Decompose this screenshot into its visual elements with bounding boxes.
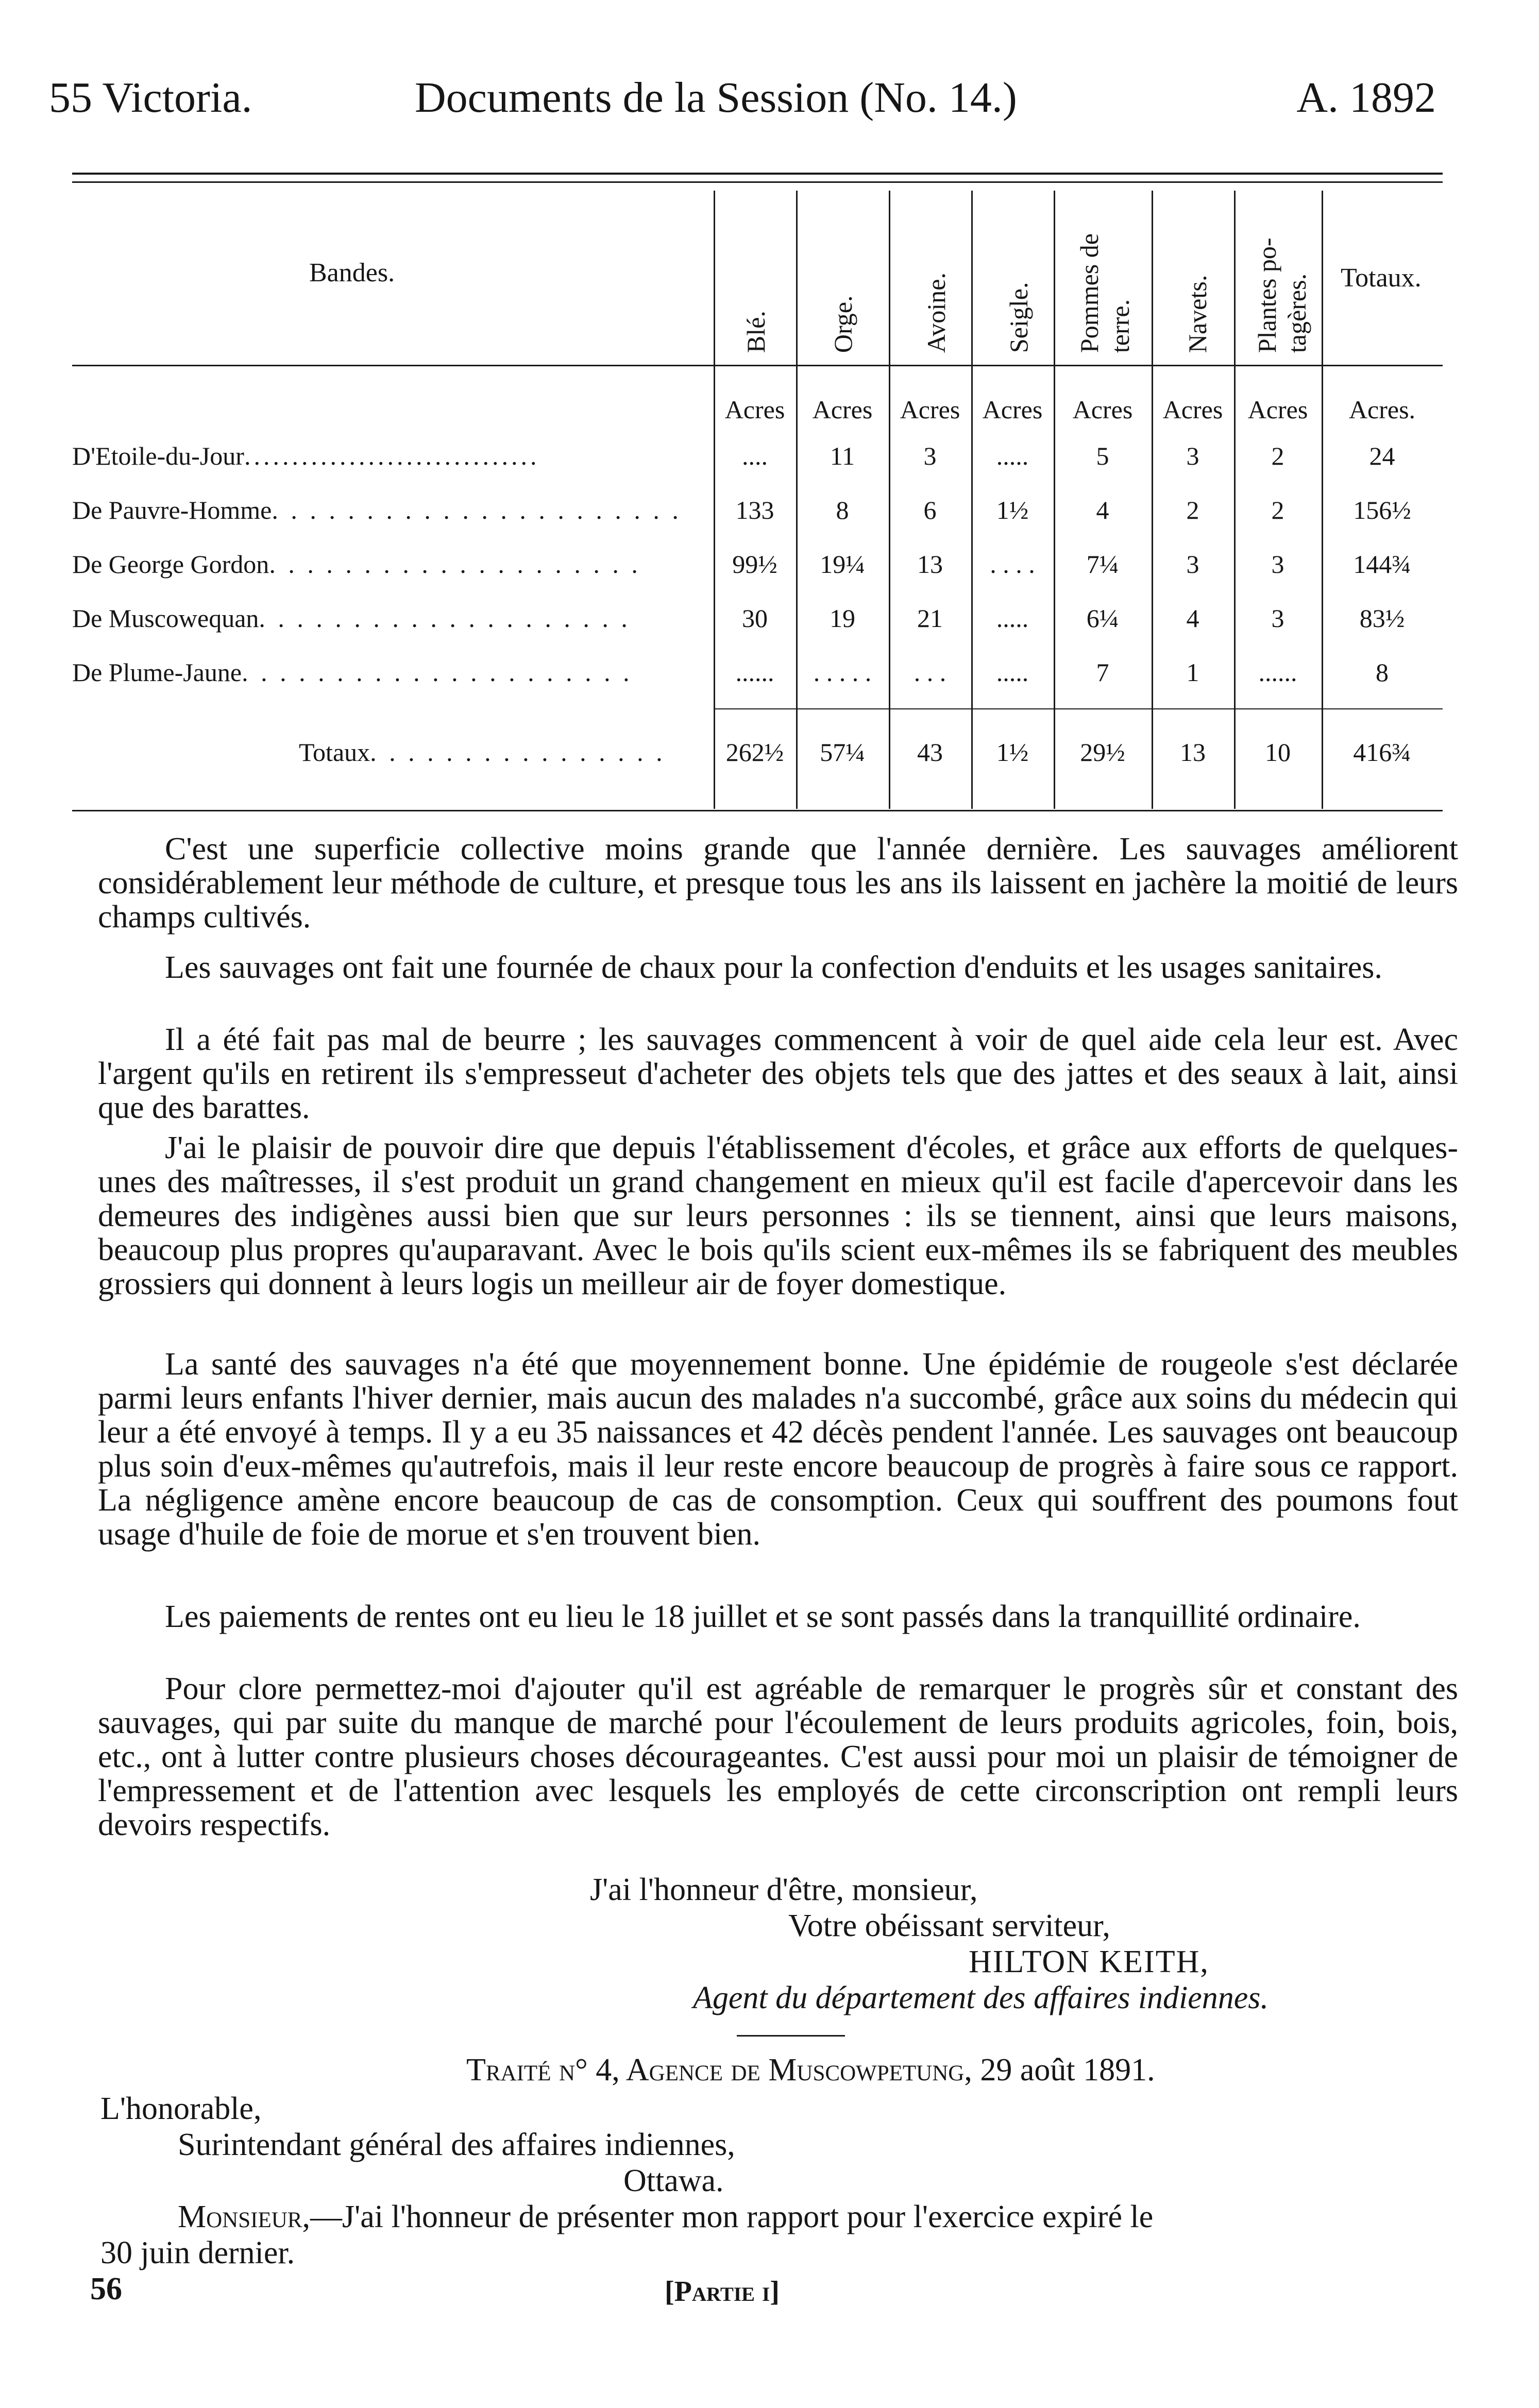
table-cell: 2	[1186, 496, 1199, 524]
table-cell: 2	[1271, 496, 1284, 524]
table-cell: 3	[1186, 442, 1199, 470]
table-cell: .....	[996, 442, 1029, 470]
salutation: L'honorable,	[100, 2091, 262, 2126]
letter-opening: Monsieur,—J'ai l'honneur de présenter mon rapport pour l'exercice expiré le	[178, 2199, 1154, 2234]
signature-title: Agent du département des affaires indiennes.	[693, 1980, 1269, 2015]
page-number: 56	[90, 2271, 122, 2307]
paragraph: Il a été fait pas mal de beurre ; les sauvages commencent à voir de quel aide cela leur est. Avec l'argent qu'ils en retirent ils s'empresseut d'acheter des objets tels que des jattes et des seaux à lait, ainsi que des barattes.	[98, 1022, 1458, 1125]
paragraph: C'est une superficie collective moins grande que l'année dernière. Les sauvages améliorent considérablement leur méthode de culture, et presque tous les ans ils laissent en jachère la moitié de leurs champs cultivés.	[98, 832, 1458, 935]
table-cell: 5	[1096, 442, 1109, 470]
table-cell: 7¼	[1086, 550, 1119, 579]
table-cell: 99½	[732, 550, 777, 579]
row-label: D'Etoile-du-Jour...............................	[72, 442, 540, 470]
table-cell: 144¾	[1353, 550, 1411, 579]
table-cell: 30	[742, 604, 768, 633]
header-year: A. 1892	[1296, 74, 1436, 122]
unit-cell: Acres	[812, 395, 873, 424]
totals-cell: 57¼	[820, 738, 865, 767]
table-cell: 19¼	[820, 550, 865, 579]
table-totals-rule	[714, 708, 1443, 709]
table-cell: 13	[917, 550, 943, 579]
table-cell: . . .	[914, 658, 946, 687]
section-separator	[737, 2035, 845, 2037]
running-header	[0, 67, 1539, 129]
header-volume: 55 Victoria.	[49, 74, 252, 122]
closing-line: J'ai l'honneur d'être, monsieur,	[590, 1872, 978, 1907]
table-cell: . . . .	[990, 550, 1035, 579]
table-cell: 6	[923, 496, 937, 524]
totals-label: Totaux. . . . . . . . . . . . . . . .	[299, 738, 666, 767]
unit-cell: Acres	[900, 395, 960, 424]
col-head-ble: Blé.	[741, 311, 770, 353]
header-title: Documents de la Session (No. 14.)	[415, 74, 1017, 122]
unit-cell: Acres.	[1348, 395, 1416, 424]
crop-table	[72, 175, 1443, 814]
paragraph: La santé des sauvages n'a été que moyennement bonne. Une épidémie de rougeole s'est déclarée parmi leurs enfants l'hiver dernier, mais aucun des malades n'a succombé, grâce aux soins du médecin qui leur a été envoyé à temps. Il y a eu 35 naissances et 42 décès pendent l'année. Les sauvages ont beaucoup plus soin d'eux-mêmes qu'autrefois, mais il leur reste encore beaucoup de progrès à faire sous ce rapport. La négligence amène encore beaucoup de cas de consomption. Ceux qui souffrent des poumons fout usage d'huile de foie de morue et s'en trouvent bien.	[98, 1347, 1458, 1552]
row-label: De Muscowequan. . . . . . . . . . . . . . . . . . . .	[72, 604, 631, 633]
paragraph: Les sauvages ont fait une fournée de chaux pour la confection d'enduits et les usages sanitaires.	[165, 950, 1382, 985]
col-head-totaux: Totaux.	[1341, 263, 1422, 293]
table-cell: 4	[1186, 604, 1199, 633]
table-cell: 156½	[1353, 496, 1411, 524]
table-cell: 3	[1186, 550, 1199, 579]
col-head-plantes-line1: Plantes po-	[1253, 238, 1281, 353]
table-cell: 2	[1271, 442, 1284, 470]
table-cell: 1½	[996, 496, 1029, 524]
table-cell: ......	[735, 658, 774, 687]
letter-opening-cont: 30 juin dernier.	[100, 2235, 295, 2270]
totals-cell: 10	[1265, 738, 1291, 767]
table-cell: 11	[830, 442, 855, 470]
totals-cell: 1½	[996, 738, 1029, 767]
table-cell: 133	[735, 496, 774, 524]
row-label: De George Gordon. . . . . . . . . . . . . . . . . . . .	[72, 550, 641, 579]
table-cell: 7	[1096, 658, 1109, 687]
table-cell: .....	[996, 604, 1029, 633]
table-cell: 3	[1271, 604, 1284, 633]
col-head-seigle: Seigle.	[1004, 282, 1033, 353]
paragraph: Pour clore permettez-moi d'ajouter qu'il est agréable de remarquer le progrès sûr et constant des sauvages, qui par suite du manque de marché pour l'écoulement de leurs produits agricoles, foin, bois, etc., ont à lutter contre plusieurs choses décourageantes. C'est aussi pour moi un plaisir de témoigner de l'empressement et de l'attention avec lesquels les employés de cette circonscription ont rempli leurs devoirs respectifs.	[98, 1671, 1458, 1842]
table-cell: 8	[1376, 658, 1389, 687]
table-cell: 6¼	[1086, 604, 1119, 633]
paragraph: Les paiements de rentes ont eu lieu le 18 juillet et se sont passés dans la tranquillité ordinaire.	[165, 1599, 1361, 1634]
unit-cell: Acres	[982, 395, 1043, 424]
totals-cell: 13	[1180, 738, 1206, 767]
table-cell: 8	[836, 496, 849, 524]
totals-cell: 43	[917, 738, 943, 767]
table-cell: .....	[996, 658, 1029, 687]
table-cell: 4	[1096, 496, 1109, 524]
table-cell: . . . . .	[813, 658, 872, 687]
table-bottom-rule	[72, 810, 1443, 811]
col-head-orge: Orge.	[828, 295, 857, 353]
part-label: [Partie i]	[665, 2276, 780, 2308]
addressee: Surintendant général des affaires indiennes,	[178, 2127, 735, 2162]
table-cell: 83½	[1359, 604, 1405, 633]
unit-cell: Acres	[1162, 395, 1223, 424]
paragraph: J'ai le plaisir de pouvoir dire que depuis l'établissement d'écoles, et grâce aux efforts de quelques-unes des maîtresses, il s'est produit un grand changement en mieux qu'il est facile d'apercevoir dans les demeures des indigènes aussi bien que sur leurs personnes : ils se tiennent, ainsi que leurs maisons, beaucoup plus propres qu'auparavant. Avec le bois qu'ils scient eux-mêmes ils se fabriquent des meubles grossiers qui donnent à leurs logis un meilleur air de foyer domestique.	[98, 1130, 1458, 1301]
col-head-plantes-line2: tagères.	[1282, 273, 1311, 353]
table-row-header: Bandes.	[309, 258, 395, 287]
table-cell: 3	[923, 442, 937, 470]
col-head-navets: Navets.	[1183, 275, 1212, 353]
table-header-rule	[72, 365, 1443, 366]
col-head-pommes-line1: Pommes de	[1075, 233, 1104, 353]
unit-cell: Acres	[1072, 395, 1133, 424]
totals-cell: 29½	[1080, 738, 1125, 767]
totals-cell: 262½	[725, 738, 784, 767]
table-cell: 21	[917, 604, 943, 633]
addressee-city: Ottawa.	[623, 2163, 724, 2198]
col-head-pommes-line2: terre.	[1106, 299, 1135, 353]
table-cell: 3	[1271, 550, 1284, 579]
col-head-avoine: Avoine.	[922, 273, 951, 353]
header-rule-top	[72, 173, 1443, 175]
table-cell: ......	[1258, 658, 1297, 687]
letter-heading: Traité n° 4, Agence de Muscowpetung, 29 août 1891.	[466, 2053, 1155, 2088]
unit-cell: Acres	[724, 395, 785, 424]
signature-name: HILTON KEITH,	[969, 1944, 1209, 1979]
totals-cell: 416¾	[1353, 738, 1411, 767]
row-label: De Plume-Jaune. . . . . . . . . . . . . . . . . . . . .	[72, 658, 633, 687]
table-cell: 24	[1369, 442, 1395, 470]
closing-line: Votre obéissant serviteur,	[788, 1908, 1110, 1943]
unit-cell: Acres	[1247, 395, 1308, 424]
row-label: De Pauvre-Homme. . . . . . . . . . . . . . . . . . . . . .	[72, 496, 682, 524]
table-cell: 1	[1186, 658, 1199, 687]
table-cell: ....	[742, 442, 768, 470]
table-cell: 19	[830, 604, 855, 633]
